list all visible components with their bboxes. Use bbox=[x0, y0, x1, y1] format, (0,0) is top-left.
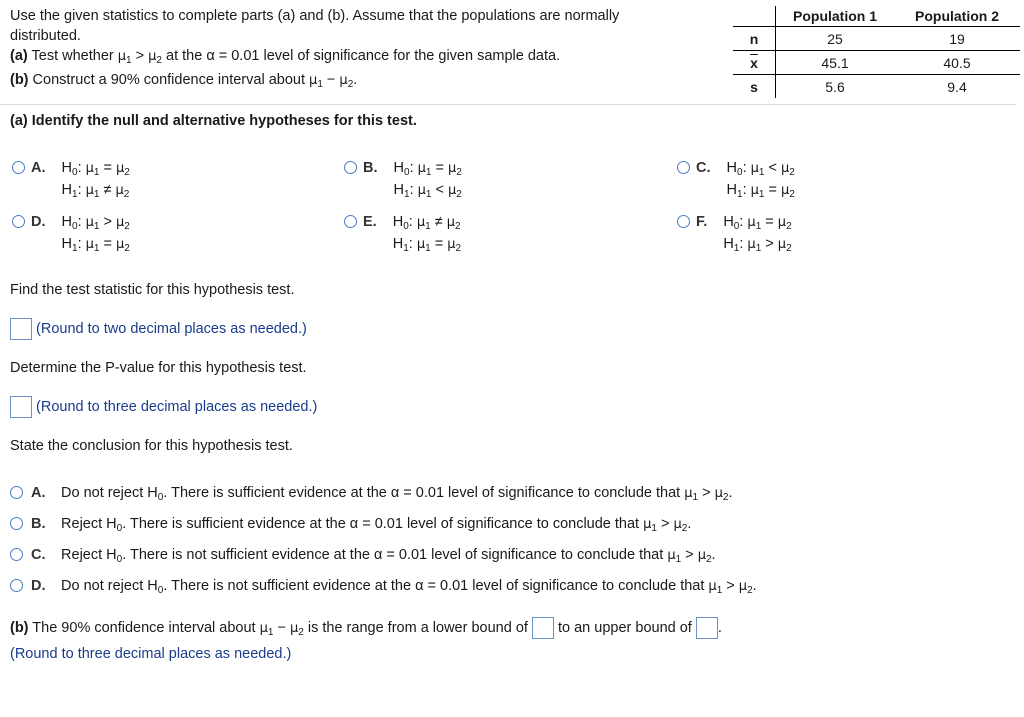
option-letter: E. bbox=[363, 214, 377, 230]
statistics-table bbox=[733, 6, 1020, 98]
hypothesis-pair bbox=[62, 158, 130, 202]
part-b-answer-label: (b) bbox=[10, 620, 29, 636]
option-letter: B. bbox=[363, 160, 378, 176]
p-value-question: Determine the P-value for this hypothesis test. bbox=[10, 360, 307, 376]
test-statistic-input[interactable] bbox=[10, 318, 32, 340]
mu-symbol: μ bbox=[339, 73, 348, 88]
p-value-input[interactable] bbox=[10, 396, 32, 418]
null-hypothesis: $H_0$: $\mu_1 = \mu_2$ bbox=[723, 214, 792, 232]
null-hypothesis: $H_0$: $\mu_1 = \mu_2$ bbox=[61, 160, 130, 178]
cell-xbar-pop2: 40.5 bbox=[894, 51, 1020, 75]
option-letter: C. bbox=[31, 547, 46, 563]
part-a-pre: Test whether bbox=[31, 48, 114, 64]
cell-xbar-pop1: 45.1 bbox=[776, 51, 895, 75]
null-hypothesis: $H_0$: $\mu_1 < \mu_2$ bbox=[726, 160, 795, 178]
hypothesis-option-a[interactable] bbox=[12, 158, 130, 202]
table-row bbox=[733, 75, 1020, 99]
table-row bbox=[733, 27, 1020, 51]
conclusion-option-b[interactable] bbox=[10, 514, 691, 535]
hypothesis-option-f[interactable] bbox=[677, 212, 792, 256]
hypothesis-option-d[interactable] bbox=[12, 212, 130, 256]
part-a-post: at the α = 0.01 level of significance for the given sample data. bbox=[166, 48, 561, 64]
hypothesis-pair bbox=[727, 158, 795, 202]
row-label-n: n bbox=[733, 27, 776, 51]
cell-n-pop2: 19 bbox=[894, 27, 1020, 51]
option-letter: D. bbox=[31, 214, 46, 230]
conclusion-option-a[interactable] bbox=[10, 483, 732, 504]
part-b-pre: The 90% confidence interval about bbox=[32, 620, 256, 636]
option-letter: D. bbox=[31, 578, 46, 594]
section-divider bbox=[0, 104, 1016, 105]
option-letter: B. bbox=[31, 516, 46, 532]
null-hypothesis: $H_0$: $\mu_1 \ne \mu_2$ bbox=[392, 214, 461, 232]
period: . bbox=[353, 72, 358, 88]
conclusion-text: Reject $H_0$. There is sufficient evidence at the α = 0.01 level of significance to conclude that $\mu_1 > \mu_2$. bbox=[61, 516, 692, 534]
row-label-xbar: $\overline{x}$ bbox=[733, 51, 776, 75]
mu-symbol: μ bbox=[309, 73, 318, 88]
sub-1: 1 bbox=[317, 79, 323, 90]
option-letter: F. bbox=[696, 214, 708, 230]
conclusion-question: State the conclusion for this hypothesis test. bbox=[10, 438, 293, 454]
test-statistic-hint: (Round to two decimal places as needed.) bbox=[36, 320, 307, 337]
alternative-hypothesis: $H_1$: $\mu_1 < \mu_2$ bbox=[393, 182, 462, 200]
conclusion-text: Reject $H_0$. There is not sufficient evidence at the α = 0.01 level of significance to conclude that $\mu_1 > \mu_2$. bbox=[61, 547, 716, 565]
gt-symbol: > bbox=[131, 48, 149, 64]
part-b-label: (b) bbox=[10, 72, 29, 88]
hypothesis-option-c[interactable] bbox=[677, 158, 795, 202]
p-value-hint: (Round to three decimal places as needed.) bbox=[36, 398, 318, 415]
period: . bbox=[717, 620, 722, 636]
radio-button[interactable] bbox=[677, 215, 690, 228]
lower-bound-input[interactable] bbox=[532, 617, 554, 639]
header-population-1: Population 1 bbox=[776, 6, 895, 27]
radio-button[interactable] bbox=[10, 486, 23, 499]
conclusion-text: Do not reject $H_0$. There is not sufficient evidence at the α = 0.01 level of significance to conclude that $\mu_1 > \mu_2$. bbox=[61, 578, 757, 596]
conclusion-option-d[interactable] bbox=[10, 576, 757, 597]
alternative-hypothesis: $H_1$: $\mu_1 = \mu_2$ bbox=[726, 182, 795, 200]
cell-s-pop2: 9.4 bbox=[894, 75, 1020, 99]
mu-symbol: μ bbox=[148, 49, 157, 64]
part-b-mid: is the range from a lower bound of bbox=[307, 620, 528, 636]
alternative-hypothesis: $H_1$: $\mu_1 > \mu_2$ bbox=[723, 236, 792, 254]
table-corner bbox=[733, 6, 776, 27]
sub-2: 2 bbox=[156, 55, 162, 66]
alternative-hypothesis: $H_1$: $\mu_1 = \mu_2$ bbox=[61, 236, 130, 254]
part-b-pre: Construct a 90% confidence interval about bbox=[32, 72, 305, 88]
radio-button[interactable] bbox=[10, 517, 23, 530]
part-b-hint: (Round to three decimal places as needed.) bbox=[10, 646, 292, 662]
intro-line-1: Use the given statistics to complete parts (a) and (b). Assume that the populations are normally bbox=[10, 8, 620, 24]
radio-button[interactable] bbox=[12, 161, 25, 174]
radio-button[interactable] bbox=[344, 161, 357, 174]
radio-button[interactable] bbox=[10, 579, 23, 592]
table-row bbox=[733, 51, 1020, 75]
part-a-question bbox=[10, 113, 417, 129]
null-hypothesis: $H_0$: $\mu_1 > \mu_2$ bbox=[61, 214, 130, 232]
problem-statement bbox=[10, 7, 619, 91]
hypothesis-pair bbox=[62, 212, 130, 256]
intro-line-2: distributed. bbox=[10, 28, 81, 44]
test-statistic-answer bbox=[10, 318, 307, 340]
cell-n-pop1: 25 bbox=[776, 27, 895, 51]
null-hypothesis: $H_0$: $\mu_1 = \mu_2$ bbox=[393, 160, 462, 178]
p-value-answer bbox=[10, 396, 317, 418]
part-a-label: (a) bbox=[10, 48, 28, 64]
sub-2: 2 bbox=[347, 79, 354, 90]
conclusion-text: Do not reject $H_0$. There is sufficient evidence at the α = 0.01 level of significance to conclude that $\mu_1 > \mu_2$. bbox=[61, 485, 733, 503]
intro-part-b bbox=[10, 71, 619, 91]
alternative-hypothesis: $H_1$: $\mu_1 = \mu_2$ bbox=[392, 236, 462, 254]
cell-s-pop1: 5.6 bbox=[776, 75, 895, 99]
radio-button[interactable] bbox=[10, 548, 23, 561]
hypothesis-option-b[interactable] bbox=[344, 158, 462, 202]
hypothesis-pair bbox=[393, 212, 461, 256]
row-label-s: s bbox=[733, 75, 776, 99]
alternative-hypothesis: $H_1$: $\mu_1 \ne \mu_2$ bbox=[61, 182, 130, 200]
option-letter: A. bbox=[31, 160, 46, 176]
hypothesis-pair bbox=[394, 158, 462, 202]
radio-button[interactable] bbox=[344, 215, 357, 228]
header-population-2: Population 2 bbox=[915, 8, 999, 24]
part-b-sentence: (b) The 90% confidence interval about $\mu_1 - \mu_2$ is the range from a lower bound of to an upper bound of . bbox=[10, 617, 722, 640]
option-letter: A. bbox=[31, 485, 46, 501]
hypothesis-option-e[interactable] bbox=[344, 212, 461, 256]
conclusion-option-c[interactable] bbox=[10, 545, 716, 566]
part-b-post: to an upper bound of bbox=[557, 620, 692, 636]
radio-button[interactable] bbox=[12, 215, 25, 228]
part-a-question-text: (a) Identify the null and alternative hypotheses for this test. bbox=[10, 113, 417, 129]
hypothesis-pair bbox=[723, 212, 791, 256]
mu-symbol: μ bbox=[117, 49, 127, 64]
option-letter: C. bbox=[696, 160, 711, 176]
minus-symbol: − bbox=[322, 72, 340, 88]
sub-1: 1 bbox=[126, 55, 132, 66]
test-statistic-question: Find the test statistic for this hypothesis test. bbox=[10, 282, 295, 298]
intro-part-a bbox=[10, 47, 619, 71]
upper-bound-input[interactable] bbox=[696, 617, 718, 639]
table-header-row bbox=[733, 6, 1020, 27]
radio-button[interactable] bbox=[677, 161, 690, 174]
